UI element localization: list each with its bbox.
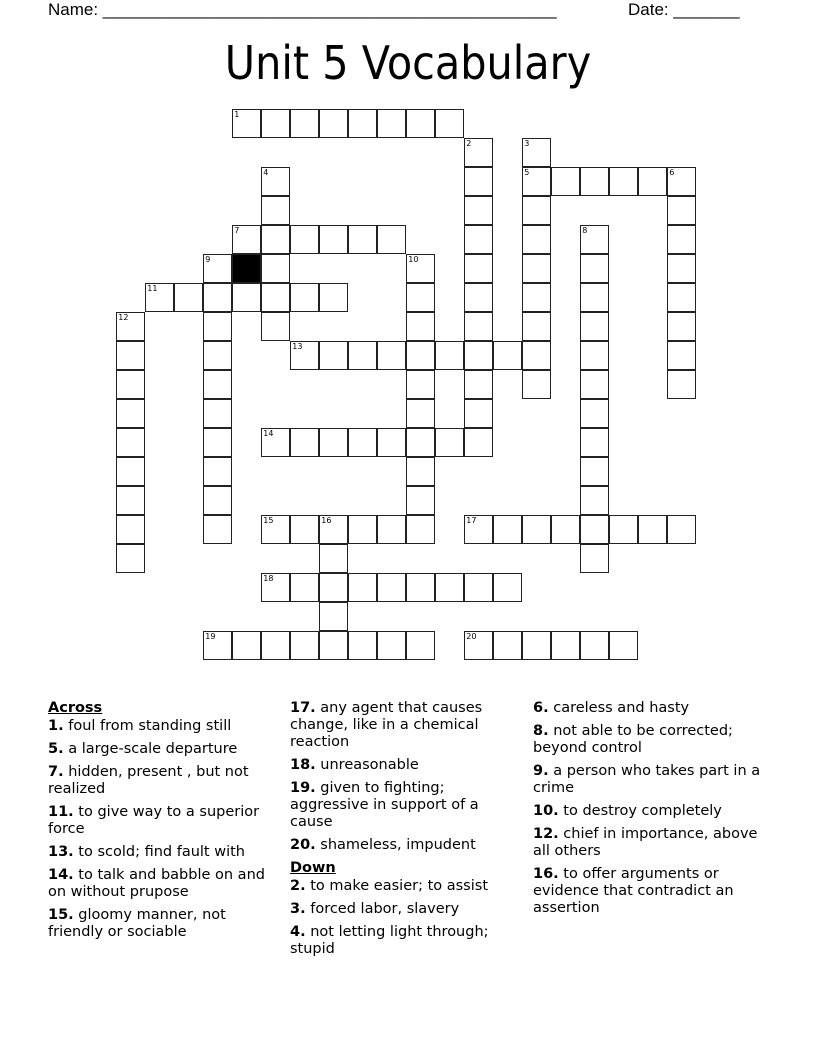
grid-cell[interactable] [580, 486, 609, 515]
clue-down [290, 924, 520, 958]
grid-cell[interactable] [145, 283, 174, 312]
clue-text: a person who takes part in a crime [533, 763, 761, 796]
grid-cell[interactable] [464, 196, 493, 225]
clue-number: 12. [533, 826, 559, 842]
grid-cell[interactable] [290, 341, 319, 370]
grid-cell[interactable] [522, 196, 551, 225]
grid-cell[interactable] [261, 109, 290, 138]
grid-cell[interactable] [116, 312, 145, 341]
grid-cell[interactable] [580, 225, 609, 254]
grid-cell[interactable] [580, 457, 609, 486]
clue-text: to destroy completely [563, 803, 722, 819]
grid-cell[interactable] [348, 225, 377, 254]
grid-cell[interactable] [580, 515, 609, 544]
clue-number: 20. [290, 837, 316, 853]
grid-cell[interactable] [232, 283, 261, 312]
clue-text: forced labor, slavery [310, 901, 460, 917]
grid-cell[interactable] [203, 486, 232, 515]
grid-cell[interactable] [406, 399, 435, 428]
grid-cell[interactable] [116, 486, 145, 515]
grid-cell[interactable] [377, 428, 406, 457]
grid-cell[interactable] [203, 428, 232, 457]
grid-cell[interactable] [203, 341, 232, 370]
grid-cell[interactable] [116, 428, 145, 457]
clue-across [290, 837, 520, 854]
black-cell [232, 254, 261, 283]
clue-text: to give way to a superior force [48, 804, 260, 837]
grid-cell[interactable] [232, 109, 261, 138]
grid-cell[interactable] [232, 225, 261, 254]
grid-cell[interactable] [319, 341, 348, 370]
grid-cell[interactable] [464, 283, 493, 312]
grid-cell[interactable] [638, 167, 667, 196]
grid-cell[interactable] [116, 370, 145, 399]
across-heading: Across [48, 700, 103, 716]
grid-cell[interactable] [551, 515, 580, 544]
cell-number: 8 [582, 226, 588, 236]
cell-number: 14 [263, 429, 274, 439]
grid-cell[interactable] [464, 573, 493, 602]
cell-number: 11 [147, 284, 158, 294]
grid-cell[interactable] [203, 254, 232, 283]
grid-cell[interactable] [290, 428, 319, 457]
grid-cell[interactable] [261, 631, 290, 660]
grid-cell[interactable] [609, 167, 638, 196]
grid-cell[interactable] [116, 399, 145, 428]
grid-cell[interactable] [319, 631, 348, 660]
clue-number: 10. [533, 803, 559, 819]
grid-cell[interactable] [580, 428, 609, 457]
clue-number: 19. [290, 780, 316, 796]
grid-cell[interactable] [667, 515, 696, 544]
grid-cell[interactable] [116, 544, 145, 573]
grid-cell[interactable] [406, 109, 435, 138]
grid-cell[interactable] [203, 312, 232, 341]
grid-cell[interactable] [464, 138, 493, 167]
grid-cell[interactable] [464, 399, 493, 428]
grid-cell[interactable] [667, 312, 696, 341]
clue-number: 3. [290, 901, 306, 917]
grid-cell[interactable] [667, 283, 696, 312]
clue-across [48, 741, 278, 758]
clue-text: to offer arguments or evidence that contradict an assertion [533, 866, 734, 916]
clue-text: chief in importance, above all others [533, 826, 758, 859]
grid-cell[interactable] [377, 225, 406, 254]
grid-cell[interactable] [406, 428, 435, 457]
grid-cell[interactable] [348, 341, 377, 370]
grid-cell[interactable] [464, 631, 493, 660]
grid-cell[interactable] [667, 196, 696, 225]
grid-cell[interactable] [464, 167, 493, 196]
grid-cell[interactable] [319, 283, 348, 312]
grid-cell[interactable] [348, 573, 377, 602]
grid-cell[interactable] [261, 283, 290, 312]
clue-down [533, 700, 763, 717]
clue-across [48, 764, 278, 798]
grid-cell[interactable] [203, 515, 232, 544]
grid-cell[interactable] [464, 370, 493, 399]
grid-cell[interactable] [290, 225, 319, 254]
grid-cell[interactable] [580, 631, 609, 660]
grid-cell[interactable] [464, 428, 493, 457]
cell-number: 19 [205, 632, 216, 642]
cell-number: 7 [234, 226, 240, 236]
grid-cell[interactable] [261, 515, 290, 544]
grid-cell[interactable] [522, 341, 551, 370]
grid-cell[interactable] [464, 515, 493, 544]
grid-cell[interactable] [580, 167, 609, 196]
grid-cell[interactable] [551, 167, 580, 196]
grid-cell[interactable] [261, 196, 290, 225]
clue-number: 8. [533, 723, 549, 739]
grid-cell[interactable] [580, 312, 609, 341]
grid-cell[interactable] [522, 138, 551, 167]
grid-cell[interactable] [203, 399, 232, 428]
grid-cell[interactable] [493, 631, 522, 660]
clue-text: hidden, present , but not realized [48, 764, 249, 797]
grid-cell[interactable] [290, 283, 319, 312]
clue-number: 16. [533, 866, 559, 882]
clue-number: 5. [48, 741, 64, 757]
clue-down [290, 901, 520, 918]
grid-cell[interactable] [435, 428, 464, 457]
clue-across [290, 780, 520, 831]
grid-cell[interactable] [667, 254, 696, 283]
grid-cell[interactable] [406, 370, 435, 399]
clue-across [48, 718, 278, 735]
clue-number: 9. [533, 763, 549, 779]
clue-number: 13. [48, 844, 74, 860]
grid-cell[interactable] [609, 515, 638, 544]
grid-cell[interactable] [348, 428, 377, 457]
grid-cell[interactable] [522, 167, 551, 196]
grid-cell[interactable] [609, 631, 638, 660]
clue-number: 11. [48, 804, 74, 820]
grid-cell[interactable] [290, 573, 319, 602]
grid-cell[interactable] [406, 254, 435, 283]
cell-number: 18 [263, 574, 274, 584]
grid-cell[interactable] [319, 515, 348, 544]
grid-cell[interactable] [377, 573, 406, 602]
clue-text: not able to be corrected; beyond control [533, 723, 733, 756]
grid-cell[interactable] [667, 370, 696, 399]
cell-number: 17 [466, 516, 477, 526]
clues-column-3 [533, 700, 763, 923]
grid-cell[interactable] [261, 167, 290, 196]
clue-text: careless and hasty [553, 700, 690, 716]
clue-down [533, 723, 763, 757]
cell-number: 5 [524, 168, 530, 178]
grid-cell[interactable] [493, 341, 522, 370]
clue-across [48, 844, 278, 861]
clue-text: to talk and babble on and on without prupose [48, 867, 265, 900]
grid-cell[interactable] [435, 341, 464, 370]
grid-cell[interactable] [319, 573, 348, 602]
grid-cell[interactable] [203, 370, 232, 399]
cell-number: 15 [263, 516, 274, 526]
grid-cell[interactable] [261, 573, 290, 602]
clue-text: any agent that causes change, like in a chemical reaction [290, 700, 483, 750]
cell-number: 12 [118, 313, 129, 323]
clue-number: 4. [290, 924, 306, 940]
grid-cell[interactable] [406, 457, 435, 486]
grid-cell[interactable] [580, 283, 609, 312]
cell-number: 16 [321, 516, 332, 526]
clue-number: 1. [48, 718, 64, 734]
clue-number: 17. [290, 700, 316, 716]
grid-cell[interactable] [406, 515, 435, 544]
grid-cell[interactable] [464, 312, 493, 341]
name-field[interactable]: Name: ________________________________________________ [48, 0, 557, 19]
clue-text: a large-scale departure [68, 741, 238, 757]
grid-cell[interactable] [406, 283, 435, 312]
clue-text: unreasonable [320, 757, 419, 773]
clue-number: 15. [48, 907, 74, 923]
clue-number: 7. [48, 764, 64, 780]
grid-cell[interactable] [435, 573, 464, 602]
grid-cell[interactable] [290, 109, 319, 138]
grid-cell[interactable] [319, 428, 348, 457]
page-title: Unit 5 Vocabulary [224, 36, 592, 90]
clue-across [290, 700, 520, 751]
clues-column-1 [48, 700, 278, 947]
clue-across [48, 907, 278, 941]
clue-text: gloomy manner, not friendly or sociable [48, 907, 226, 940]
grid-cell[interactable] [406, 573, 435, 602]
grid-cell[interactable] [435, 109, 464, 138]
grid-cell[interactable] [406, 486, 435, 515]
clues-column-2 [290, 700, 520, 964]
grid-cell[interactable] [174, 283, 203, 312]
clue-number: 14. [48, 867, 74, 883]
grid-cell[interactable] [261, 254, 290, 283]
clue-number: 6. [533, 700, 549, 716]
clue-number: 18. [290, 757, 316, 773]
cell-number: 2 [466, 139, 472, 149]
down-heading: Down [290, 860, 336, 876]
cell-number: 4 [263, 168, 269, 178]
clue-down [290, 878, 520, 895]
grid-cell[interactable] [522, 254, 551, 283]
grid-cell[interactable] [261, 428, 290, 457]
grid-cell[interactable] [319, 544, 348, 573]
clue-across [290, 757, 520, 774]
grid-cell[interactable] [348, 109, 377, 138]
grid-cell[interactable] [667, 167, 696, 196]
grid-cell[interactable] [493, 515, 522, 544]
grid-cell[interactable] [522, 370, 551, 399]
clue-down [533, 803, 763, 820]
grid-cell[interactable] [116, 341, 145, 370]
grid-cell[interactable] [522, 631, 551, 660]
grid-cell[interactable] [203, 283, 232, 312]
grid-cell[interactable] [551, 631, 580, 660]
clue-down [533, 763, 763, 797]
grid-cell[interactable] [377, 631, 406, 660]
grid-cell[interactable] [667, 225, 696, 254]
clue-across [48, 804, 278, 838]
clue-down [533, 826, 763, 860]
grid-cell[interactable] [377, 515, 406, 544]
grid-cell[interactable] [290, 631, 319, 660]
grid-cell[interactable] [377, 109, 406, 138]
clue-number: 2. [290, 878, 306, 894]
grid-cell[interactable] [348, 515, 377, 544]
grid-cell[interactable] [319, 225, 348, 254]
date-field[interactable]: Date: _______ [628, 0, 740, 19]
cell-number: 20 [466, 632, 477, 642]
cell-number: 6 [669, 168, 675, 178]
clue-across [48, 867, 278, 901]
grid-cell[interactable] [348, 631, 377, 660]
cell-number: 1 [234, 110, 240, 120]
clue-text: given to fighting; aggressive in support of a cause [290, 780, 479, 830]
grid-cell[interactable] [116, 457, 145, 486]
grid-cell[interactable] [580, 341, 609, 370]
cell-number: 9 [205, 255, 211, 265]
grid-cell[interactable] [232, 631, 261, 660]
cell-number: 13 [292, 342, 303, 352]
grid-cell[interactable] [580, 399, 609, 428]
grid-cell[interactable] [580, 370, 609, 399]
clue-down [533, 866, 763, 917]
cell-number: 10 [408, 255, 419, 265]
grid-cell[interactable] [522, 283, 551, 312]
grid-cell[interactable] [638, 515, 667, 544]
clue-text: shameless, impudent [320, 837, 476, 853]
grid-cell[interactable] [464, 341, 493, 370]
clue-text: not letting light through; stupid [290, 924, 489, 957]
grid-cell[interactable] [261, 312, 290, 341]
grid-cell[interactable] [406, 341, 435, 370]
grid-cell[interactable] [464, 225, 493, 254]
clue-text: to make easier; to assist [310, 878, 488, 894]
grid-cell[interactable] [580, 544, 609, 573]
grid-cell[interactable] [493, 573, 522, 602]
grid-cell[interactable] [319, 602, 348, 631]
cell-number: 3 [524, 139, 530, 149]
grid-cell[interactable] [667, 341, 696, 370]
grid-cell[interactable] [290, 515, 319, 544]
grid-cell[interactable] [406, 631, 435, 660]
grid-cell[interactable] [319, 109, 348, 138]
grid-cell[interactable] [522, 515, 551, 544]
grid-cell[interactable] [580, 254, 609, 283]
grid-cell[interactable] [203, 457, 232, 486]
grid-cell[interactable] [464, 254, 493, 283]
crossword-grid [117, 110, 717, 670]
grid-cell[interactable] [406, 312, 435, 341]
clue-text: foul from standing still [68, 718, 232, 734]
grid-cell[interactable] [261, 225, 290, 254]
grid-cell[interactable] [522, 312, 551, 341]
clue-text: to scold; find fault with [78, 844, 245, 860]
grid-cell[interactable] [522, 225, 551, 254]
grid-cell[interactable] [116, 515, 145, 544]
grid-cell[interactable] [203, 631, 232, 660]
grid-cell[interactable] [377, 341, 406, 370]
